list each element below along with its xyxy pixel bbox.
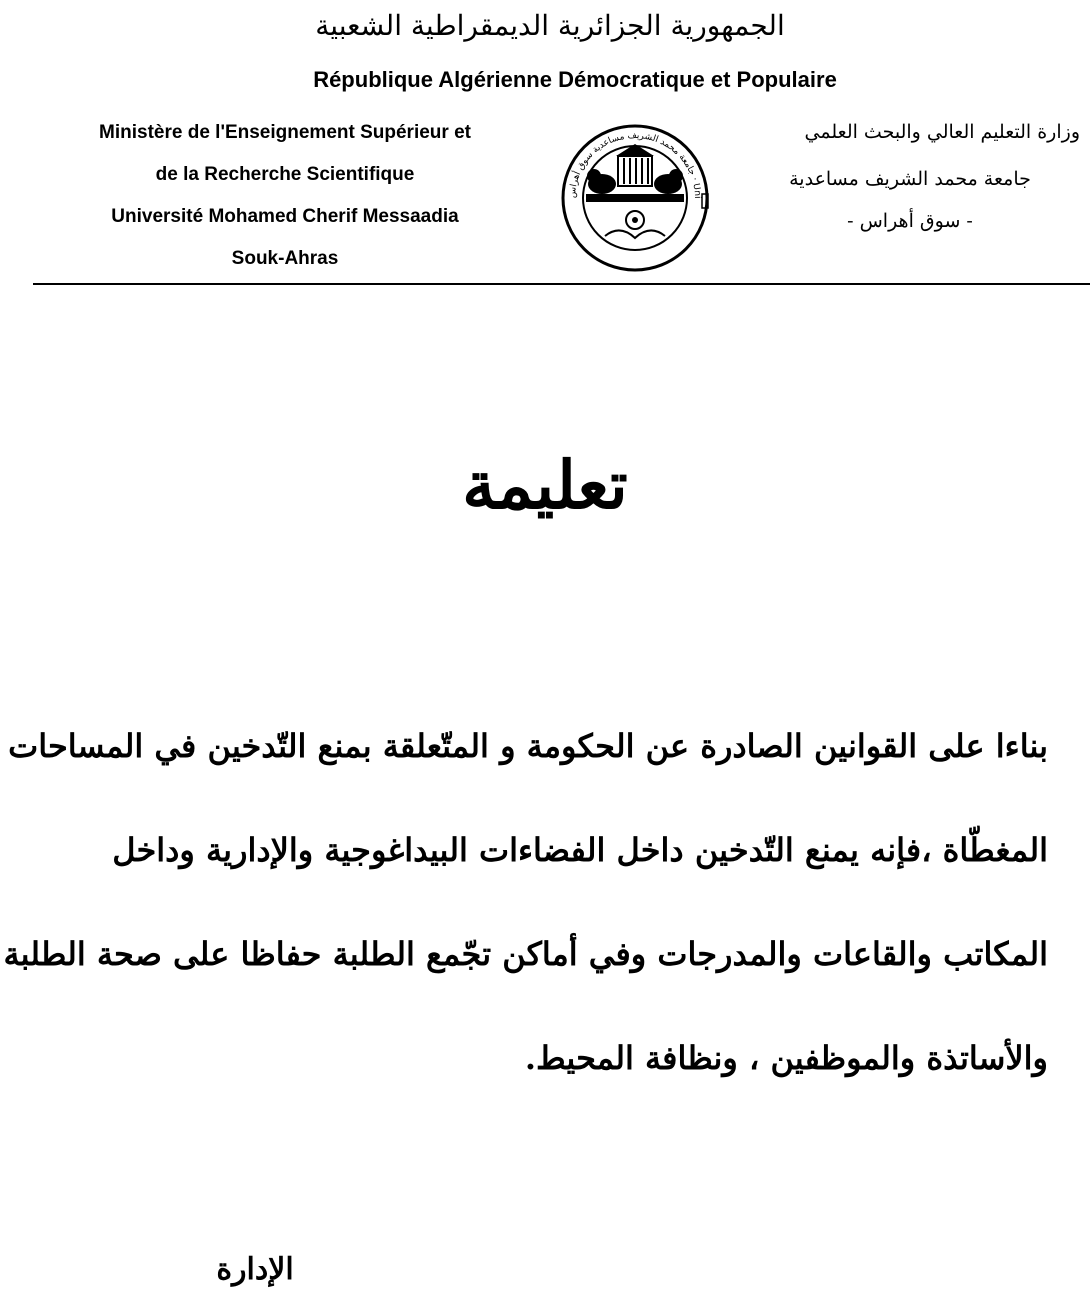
- university-seal-logo: [550, 108, 720, 278]
- seal-text: جامعة محمد الشريف مساعدية سوق أهراس · Uni: [567, 130, 703, 199]
- signature-administration: الإدارة: [216, 1252, 294, 1287]
- body-line-2: المغطّاة ،فإنه يمنع التّدخين داخل الفضاءات البيداغوجية والإدارية وداخل: [112, 831, 1048, 869]
- arabic-city: - سوق أهراس -: [847, 210, 973, 232]
- arabic-ministry: وزارة التعليم العالي والبحث العلمي: [804, 121, 1080, 143]
- french-city: Souk-Ahras: [231, 248, 339, 269]
- header-arabic-republic: الجمهورية الجزائرية الديمقراطية الشعبية: [315, 9, 785, 42]
- university-seal-icon: [550, 108, 720, 278]
- document-title: تعليمة: [462, 446, 628, 524]
- header-divider: [33, 283, 1090, 285]
- arabic-university-name: جامعة محمد الشريف مساعدية: [789, 168, 1031, 190]
- french-ministry-line1: Ministère de l'Enseignement Supérieur et: [99, 122, 471, 143]
- header-french-block: [40, 112, 530, 272]
- body-line-3: المكاتب والقاعات والمدرجات وفي أماكن تجّمع الطلبة حفاظا على صحة الطلبة: [3, 935, 1048, 973]
- french-ministry-line2: de la Recherche Scientifique: [155, 164, 415, 185]
- french-university-name: Université Mohamed Cherif Messaadia: [111, 206, 459, 227]
- body-line-1: بناءا على القوانين الصادرة عن الحكومة و المتّعلقة بمنع التّدخين في المساحات: [8, 727, 1048, 765]
- header-french-republic: République Algérienne Démocratique et Populaire: [313, 67, 837, 92]
- body-line-4: والأساتذة والموظفين ، ونظافة المحيط.: [524, 1039, 1048, 1077]
- document-body: [3, 710, 1048, 1126]
- header-arabic-block: [740, 112, 1080, 282]
